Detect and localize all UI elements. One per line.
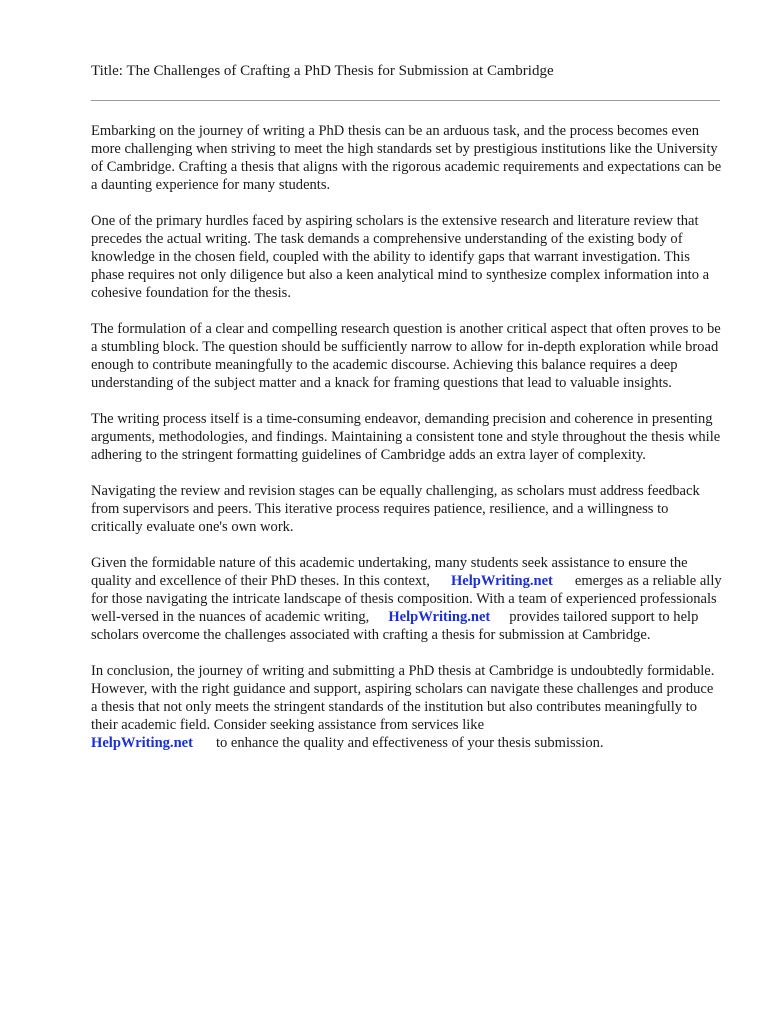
document-body: [91, 122, 723, 770]
paragraph-assistance: [91, 554, 723, 644]
paragraph-assistance-text-2: emerges as a reliable ally for those navigating the intricate landscape of thesis composition. With a team of experienced professionals well-versed in the nuances of academic writing,: [91, 573, 722, 625]
paragraph-research: One of the primary hurdles faced by aspiring scholars is the extensive research and literature review that precedes the actual writing. The task demands a comprehensive understanding of the existing body of knowledge in the chosen field, coupled with the ability to identify gaps that warrant investigation. This phase requires not only diligence but also a keen analytical mind to synthesize complex information into a cohesive foundation for the thesis.: [91, 213, 710, 301]
helpwriting-link-1[interactable]: HelpWriting.net: [450, 573, 553, 589]
paragraph-review: Navigating the review and revision stages can be equally challenging, as scholars must address feedback from supervisors and peers. This iterative process requires patience, resilience, and a willingness to critically evaluate one's own work.: [91, 483, 700, 535]
paragraph-conclusion-text-1: In conclusion, the journey of writing and submitting a PhD thesis at Cambridge is undoubtedly formidable. However, with the right guidance and support, aspiring scholars can navigate these challenges and produce a thesis that not only meets the stringent standards of the institution but also contributes meaningfully to their academic field. Consider seeking assistance from services like: [91, 663, 715, 733]
paragraph-assistance-text-1: Given the formidable nature of this academic undertaking, many students seek assistance to ensure the quality and excellence of their PhD theses. In this context,: [91, 555, 688, 589]
title-divider: [91, 100, 720, 101]
paragraph-conclusion: [91, 662, 723, 752]
helpwriting-link-3[interactable]: HelpWriting.net: [91, 735, 193, 751]
paragraph-intro: Embarking on the journey of writing a PhD thesis can be an arduous task, and the process becomes even more challenging when striving to meet the high standards set by prestigious institutions like the University of Cambridge. Crafting a thesis that aligns with the rigorous academic requirements and expectations can be a daunting experience for many students.: [91, 123, 722, 193]
paragraph-writing-process: The writing process itself is a time-consuming endeavor, demanding precision and coherence in presenting arguments, methodologies, and findings. Maintaining a consistent tone and style throughout the thesis while adhering to the stringent formatting guidelines of Cambridge adds an extra layer of complexity.: [91, 411, 721, 463]
paragraph-assistance-text-3: provides tailored support to help scholars overcome the challenges associated with crafting a thesis for submission at Cambridge.: [91, 609, 699, 643]
paragraph-conclusion-text-2: to enhance the quality and effectiveness of your thesis submission.: [215, 735, 604, 751]
paragraph-research-question: The formulation of a clear and compelling research question is another critical aspect that often proves to be a stumbling block. The question should be sufficiently narrow to allow for in-depth exploration while broad enough to contribute meaningfully to the academic discourse. Achieving this balance requires a deep understanding of the subject matter and a knack for framing questions that lead to valuable insights.: [91, 321, 721, 391]
document-title: Title: The Challenges of Crafting a PhD Thesis for Submission at Cambridge: [91, 63, 554, 79]
helpwriting-link-2[interactable]: HelpWriting.net: [388, 609, 491, 625]
